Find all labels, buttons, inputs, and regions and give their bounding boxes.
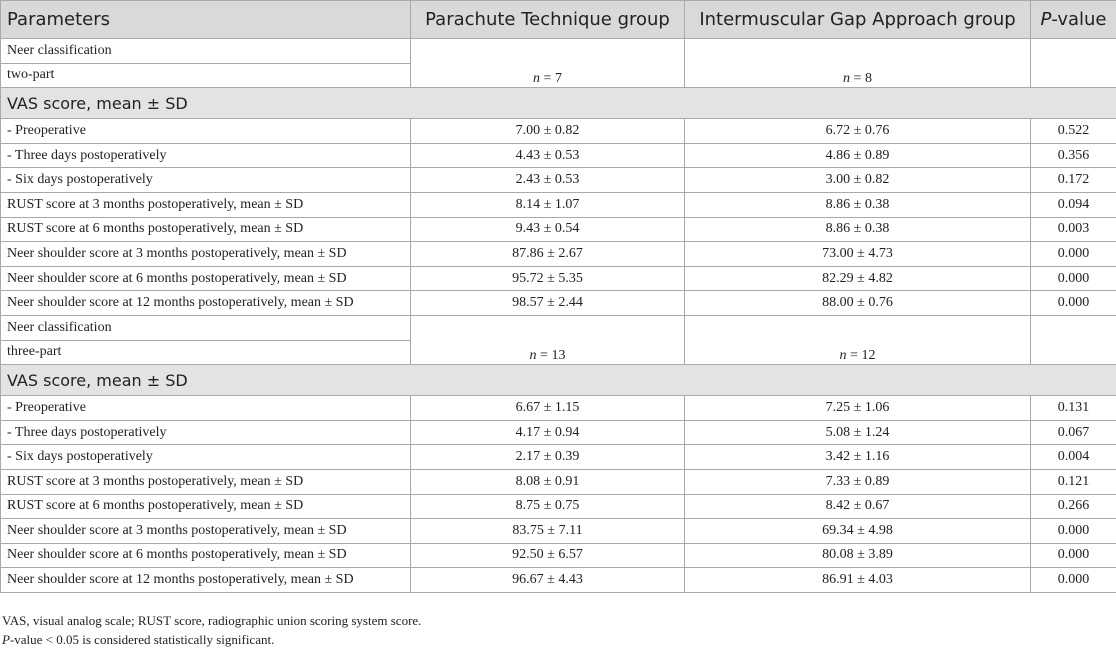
section-label: VAS score, mean ± SD — [1, 365, 1116, 396]
p-value: 0.356 — [1031, 143, 1116, 168]
n-parachute-cell — [411, 315, 685, 364]
row-label: Neer shoulder score at 6 months postoperatively, mean ± SD — [1, 543, 411, 568]
p-value: 0.000 — [1031, 242, 1116, 267]
parachute-value: 95.72 ± 5.35 — [411, 266, 685, 291]
p-value: 0.172 — [1031, 168, 1116, 193]
intermuscular-value: 82.29 ± 4.82 — [685, 266, 1031, 291]
header-p-rest: -value — [1051, 9, 1106, 30]
table-row — [1, 396, 1116, 421]
intermuscular-value: 8.86 ± 0.38 — [685, 192, 1031, 217]
parachute-value: 8.08 ± 0.91 — [411, 469, 685, 494]
table-row — [1, 242, 1116, 267]
table-row — [1, 519, 1116, 544]
table-row — [1, 119, 1116, 144]
parachute-value: 92.50 ± 6.57 — [411, 543, 685, 568]
parachute-value: 6.67 ± 1.15 — [411, 396, 685, 421]
header-parachute-group: Parachute Technique group — [411, 1, 685, 39]
header-row — [1, 1, 1116, 39]
table-row — [1, 291, 1116, 316]
parachute-value: 2.43 ± 0.53 — [411, 168, 685, 193]
row-label: RUST score at 3 months postoperatively, mean ± SD — [1, 192, 411, 217]
parachute-value: 87.86 ± 2.67 — [411, 242, 685, 267]
intermuscular-value: 88.00 ± 0.76 — [685, 291, 1031, 316]
n-parachute-value: = 7 — [540, 71, 562, 86]
section-row — [1, 88, 1116, 119]
parachute-value: 98.57 ± 2.44 — [411, 291, 685, 316]
n-intermuscular-cell — [685, 39, 1031, 88]
row-label: RUST score at 6 months postoperatively, mean ± SD — [1, 217, 411, 242]
row-label: Neer shoulder score at 12 months postoperatively, mean ± SD — [1, 291, 411, 316]
p-value: 0.000 — [1031, 543, 1116, 568]
footnote-abbreviations: VAS, visual analog scale; RUST score, radiographic union scoring system score. — [2, 611, 421, 630]
p-value: 0.003 — [1031, 217, 1116, 242]
section-row — [1, 365, 1116, 396]
intermuscular-value: 7.25 ± 1.06 — [685, 396, 1031, 421]
n-parachute-cell — [411, 39, 685, 88]
intermuscular-value: 86.91 ± 4.03 — [685, 568, 1031, 593]
footnote-p-rest: -value < 0.05 is considered statistically significant. — [10, 632, 274, 647]
intermuscular-value: 7.33 ± 0.89 — [685, 469, 1031, 494]
row-label: RUST score at 6 months postoperatively, mean ± SD — [1, 494, 411, 519]
n-intermuscular-cell — [685, 315, 1031, 364]
p-value: 0.004 — [1031, 445, 1116, 470]
neer-classification-label: Neer classification — [1, 39, 411, 64]
parachute-value: 7.00 ± 0.82 — [411, 119, 685, 144]
intermuscular-value: 8.42 ± 0.67 — [685, 494, 1031, 519]
intermuscular-value: 3.00 ± 0.82 — [685, 168, 1031, 193]
p-value: 0.000 — [1031, 519, 1116, 544]
p-value: 0.094 — [1031, 192, 1116, 217]
neer-subtype-label: two-part — [1, 63, 411, 88]
neer-classification-label: Neer classification — [1, 315, 411, 340]
p-value: 0.522 — [1031, 119, 1116, 144]
n-symbol: n — [533, 71, 540, 86]
parachute-value: 8.75 ± 0.75 — [411, 494, 685, 519]
table-row — [1, 420, 1116, 445]
intermuscular-value: 4.86 ± 0.89 — [685, 143, 1031, 168]
table-row — [1, 266, 1116, 291]
footnote-significance — [2, 630, 421, 649]
row-label: Neer shoulder score at 3 months postoperatively, mean ± SD — [1, 519, 411, 544]
table-row — [1, 494, 1116, 519]
header-p-italic: P — [1040, 9, 1051, 30]
row-label: Neer shoulder score at 12 months postoperatively, mean ± SD — [1, 568, 411, 593]
row-label: Neer shoulder score at 3 months postoperatively, mean ± SD — [1, 242, 411, 267]
parachute-value: 2.17 ± 0.39 — [411, 445, 685, 470]
p-value: 0.121 — [1031, 469, 1116, 494]
intermuscular-value: 8.86 ± 0.38 — [685, 217, 1031, 242]
intermuscular-value: 73.00 ± 4.73 — [685, 242, 1031, 267]
row-label: - Three days postoperatively — [1, 420, 411, 445]
parachute-value: 8.14 ± 1.07 — [411, 192, 685, 217]
intermuscular-value: 6.72 ± 0.76 — [685, 119, 1031, 144]
table-row — [1, 543, 1116, 568]
row-label: Neer shoulder score at 6 months postoperatively, mean ± SD — [1, 266, 411, 291]
n-symbol: n — [843, 71, 850, 86]
row-label: - Preoperative — [1, 119, 411, 144]
p-value: 0.266 — [1031, 494, 1116, 519]
n-symbol: n — [840, 348, 847, 363]
parachute-value: 4.43 ± 0.53 — [411, 143, 685, 168]
footnote-p-italic: P — [2, 632, 10, 647]
n-intermuscular-value: = 12 — [847, 348, 876, 363]
table-row — [1, 192, 1116, 217]
neer-classification-row — [1, 315, 1116, 340]
table-row — [1, 445, 1116, 470]
parachute-value: 4.17 ± 0.94 — [411, 420, 685, 445]
p-value: 0.131 — [1031, 396, 1116, 421]
intermuscular-value: 80.08 ± 3.89 — [685, 543, 1031, 568]
neer-classification-row — [1, 39, 1116, 64]
neer-subtype-label: three-part — [1, 340, 411, 365]
n-p-empty-cell — [1031, 315, 1116, 364]
parachute-value: 96.67 ± 4.43 — [411, 568, 685, 593]
n-p-empty-cell — [1031, 39, 1116, 88]
table-row — [1, 217, 1116, 242]
intermuscular-value: 3.42 ± 1.16 — [685, 445, 1031, 470]
row-label: - Three days postoperatively — [1, 143, 411, 168]
section-label: VAS score, mean ± SD — [1, 88, 1116, 119]
p-value: 0.067 — [1031, 420, 1116, 445]
header-intermuscular-group: Intermuscular Gap Approach group — [685, 1, 1031, 39]
intermuscular-value: 69.34 ± 4.98 — [685, 519, 1031, 544]
header-parameters: Parameters — [1, 1, 411, 39]
parachute-value: 9.43 ± 0.54 — [411, 217, 685, 242]
footnotes — [2, 611, 421, 649]
table-row — [1, 469, 1116, 494]
table-row — [1, 143, 1116, 168]
header-p-value — [1031, 1, 1116, 39]
intermuscular-value: 5.08 ± 1.24 — [685, 420, 1031, 445]
n-symbol: n — [530, 348, 537, 363]
n-intermuscular-value: = 8 — [850, 71, 872, 86]
table-row — [1, 568, 1116, 593]
p-value: 0.000 — [1031, 266, 1116, 291]
n-parachute-value: = 13 — [537, 348, 566, 363]
p-value: 0.000 — [1031, 568, 1116, 593]
table-row — [1, 168, 1116, 193]
row-label: - Preoperative — [1, 396, 411, 421]
p-value: 0.000 — [1031, 291, 1116, 316]
row-label: - Six days postoperatively — [1, 445, 411, 470]
parachute-value: 83.75 ± 7.11 — [411, 519, 685, 544]
row-label: - Six days postoperatively — [1, 168, 411, 193]
row-label: RUST score at 3 months postoperatively, mean ± SD — [1, 469, 411, 494]
